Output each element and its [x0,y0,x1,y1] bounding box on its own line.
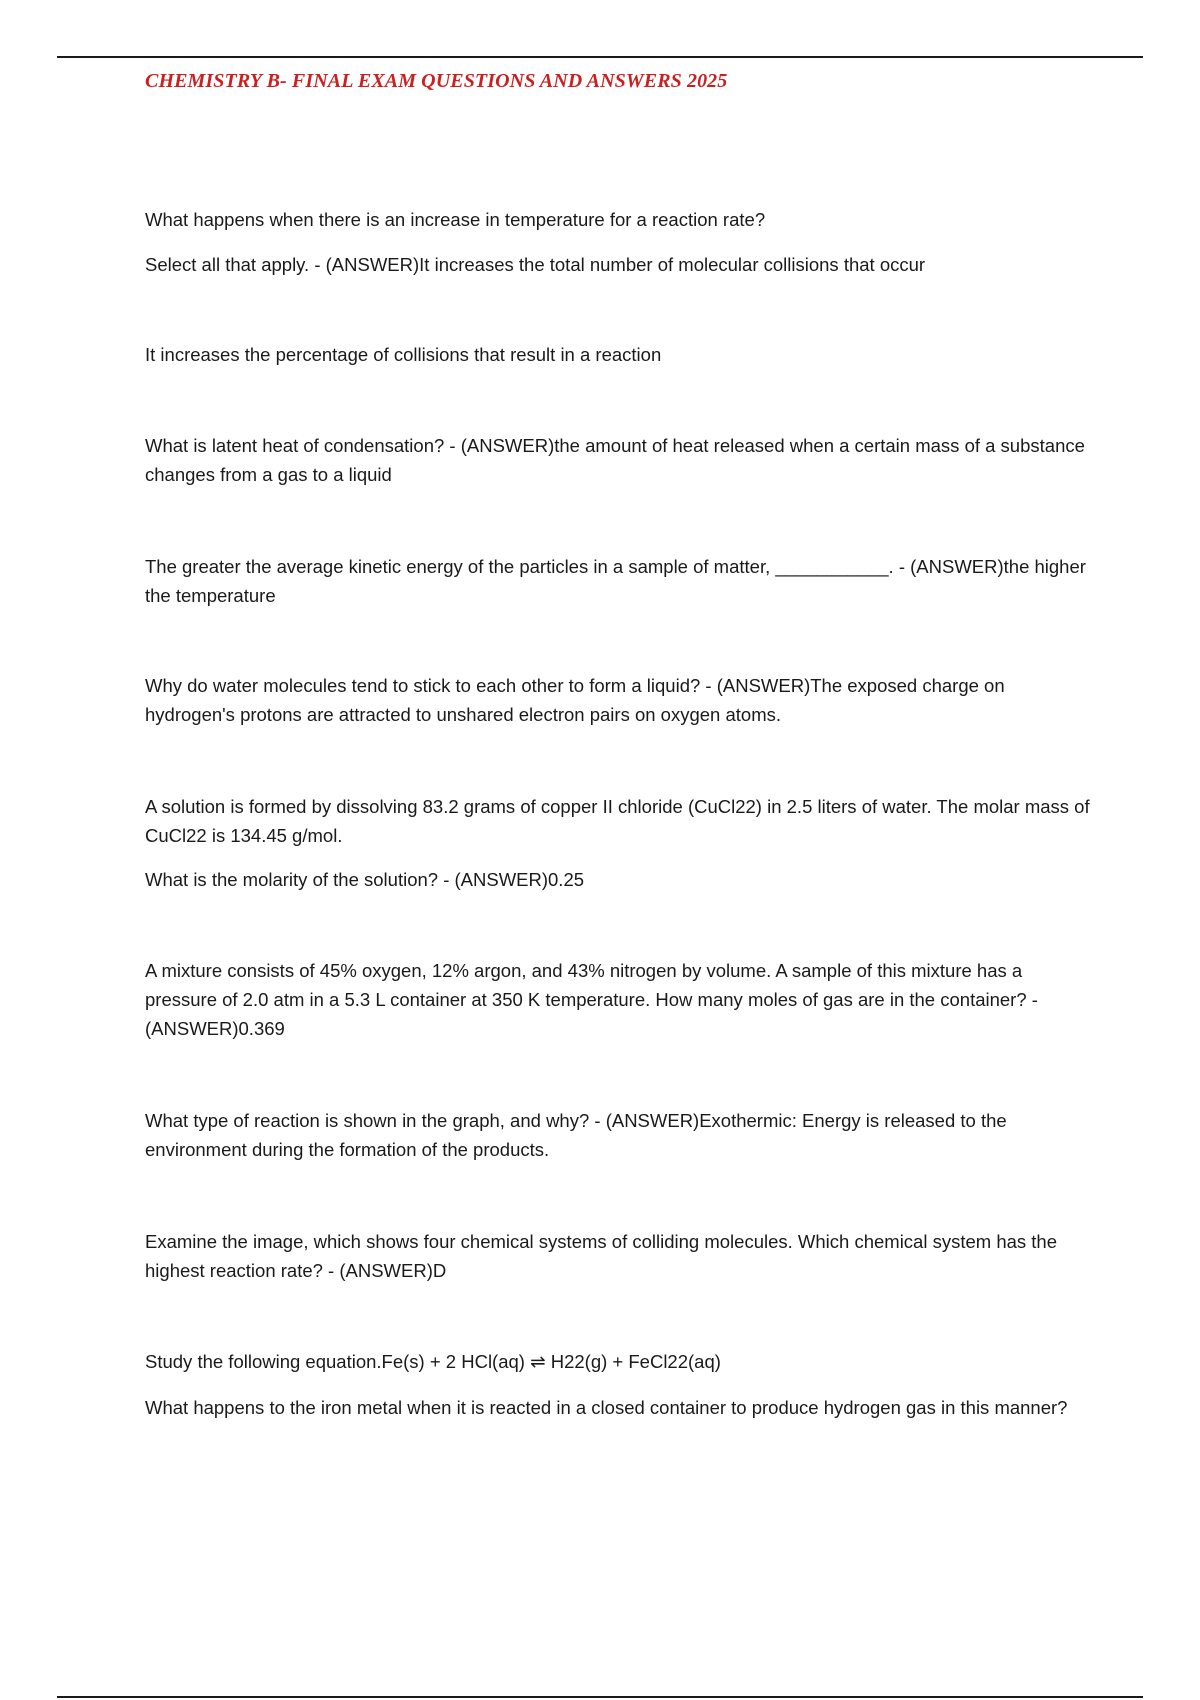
document-title: CHEMISTRY B- FINAL EXAM QUESTIONS AND ANSWERS 2025 [145,70,728,92]
question-iron-closed-container: What happens to the iron metal when it is reacted in a closed container to produce hydrogen gas in this manner? [145,1397,1068,1418]
qa-kinetic-energy-temperature: The greater the average kinetic energy of the particles in a sample of matter, ___________. - (ANSWER)the higher the temperature [145,556,1086,606]
qa-highest-reaction-rate: Examine the image, which shows four chemical systems of colliding molecules. Which chemical system has the highest reaction rate? - (ANSWER)D [145,1231,1058,1281]
header-rule [57,56,1143,58]
question-temperature-reaction-rate: What happens when there is an increase in temperature for a reaction rate? [145,209,766,230]
footer-rule [57,1696,1143,1698]
qa-water-molecules: Why do water molecules tend to stick to each other to form a liquid? - (ANSWER)The exposed charge on hydrogen's protons are attracted to unshared electron pairs on oxygen atoms. [145,675,1005,725]
question-copper-chloride-solution: A solution is formed by dissolving 83.2 grams of copper II chloride (CuCl22) in 2.5 liters of water. The molar mass of CuCl22 is 134.45 g/mol. [145,796,1090,846]
answer-select-all-collisions: Select all that apply. - (ANSWER)It increases the total number of molecular collisions that occur [145,254,926,275]
qa-gas-mixture-moles: A mixture consists of 45% oxygen, 12% argon, and 43% nitrogen by volume. A sample of this mixture has a pressure of 2.0 atm in a 5.3 L container at 350 K temperature. How many moles of gas are in the container? - (ANSWER)0.369 [145,960,1038,1039]
question-iron-equation: Study the following equation.Fe(s) + 2 HCl(aq) ⇌ H22(g) + FeCl22(aq) [145,1351,721,1372]
answer-percentage-collisions: It increases the percentage of collisions that result in a reaction [145,344,662,365]
qa-latent-heat-condensation: What is latent heat of condensation? - (ANSWER)the amount of heat released when a certain mass of a substance changes from a gas to a liquid [145,435,1085,485]
qa-molarity: What is the molarity of the solution? - (ANSWER)0.25 [145,869,585,890]
qa-reaction-type-graph: What type of reaction is shown in the graph, and why? - (ANSWER)Exothermic: Energy is released to the environment during the formation of the products. [145,1110,1007,1160]
